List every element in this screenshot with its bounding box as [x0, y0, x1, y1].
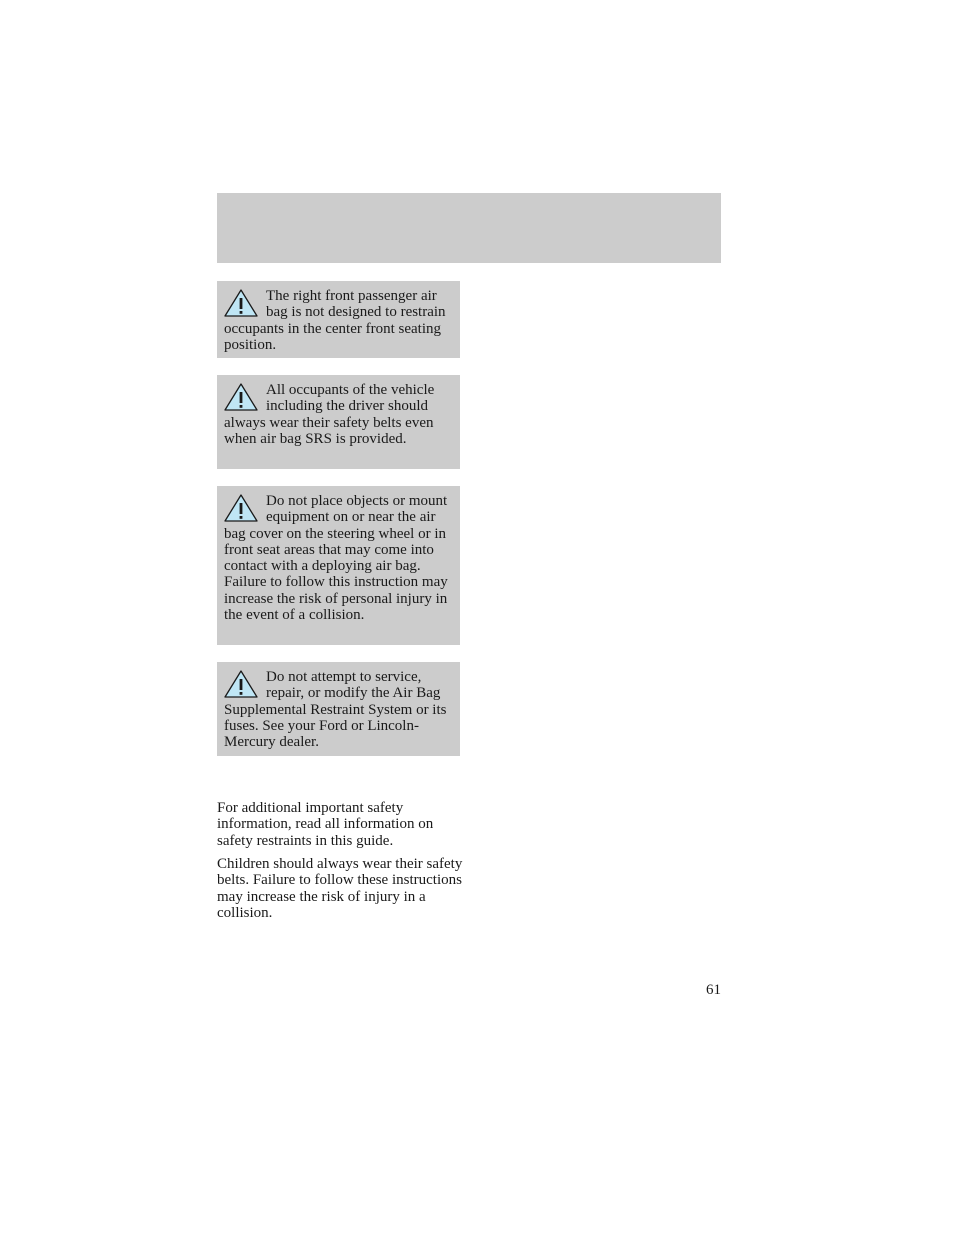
warning-triangle-icon [224, 494, 258, 522]
warning-text: Do not attempt to service, repair, or modify the Air Bag Supplemental Restraint System or its fuses. See your Ford or Lincoln-Mercury dealer. [224, 669, 447, 751]
paragraph-additional-safety-info: For additional important safety information, read all information on safety restraints in this guide. [217, 800, 434, 849]
warning-box-occupants-safety-belts [217, 375, 460, 469]
warning-text: The right front passenger air bag is not designed to restrain occupants in the center front seating position. [224, 288, 446, 353]
paragraph-children-safety-belts: Children should always wear their safety belts. Failure to follow these instructions may increase the risk of injury in a collision. [217, 856, 463, 921]
warning-text: Do not place objects or mount equipment on or near the air bag cover on the steering wheel or in front seat areas that may come into contact with a deploying air bag. Failure to follow this instruction may increase the risk of personal injury in the event of a collision. [224, 493, 448, 624]
warning-box-passenger-airbag [217, 281, 460, 358]
warning-triangle-icon [224, 670, 258, 698]
warning-text: All occupants of the vehicle including the driver should always wear their safety belts even when air bag SRS is provided. [224, 382, 435, 447]
warning-box-service-srs [217, 662, 460, 756]
page-number: 61 [706, 982, 721, 998]
section-header-band [217, 193, 721, 263]
warning-triangle-icon [224, 383, 258, 411]
warning-box-airbag-cover-objects [217, 486, 460, 645]
warning-triangle-icon [224, 289, 258, 317]
